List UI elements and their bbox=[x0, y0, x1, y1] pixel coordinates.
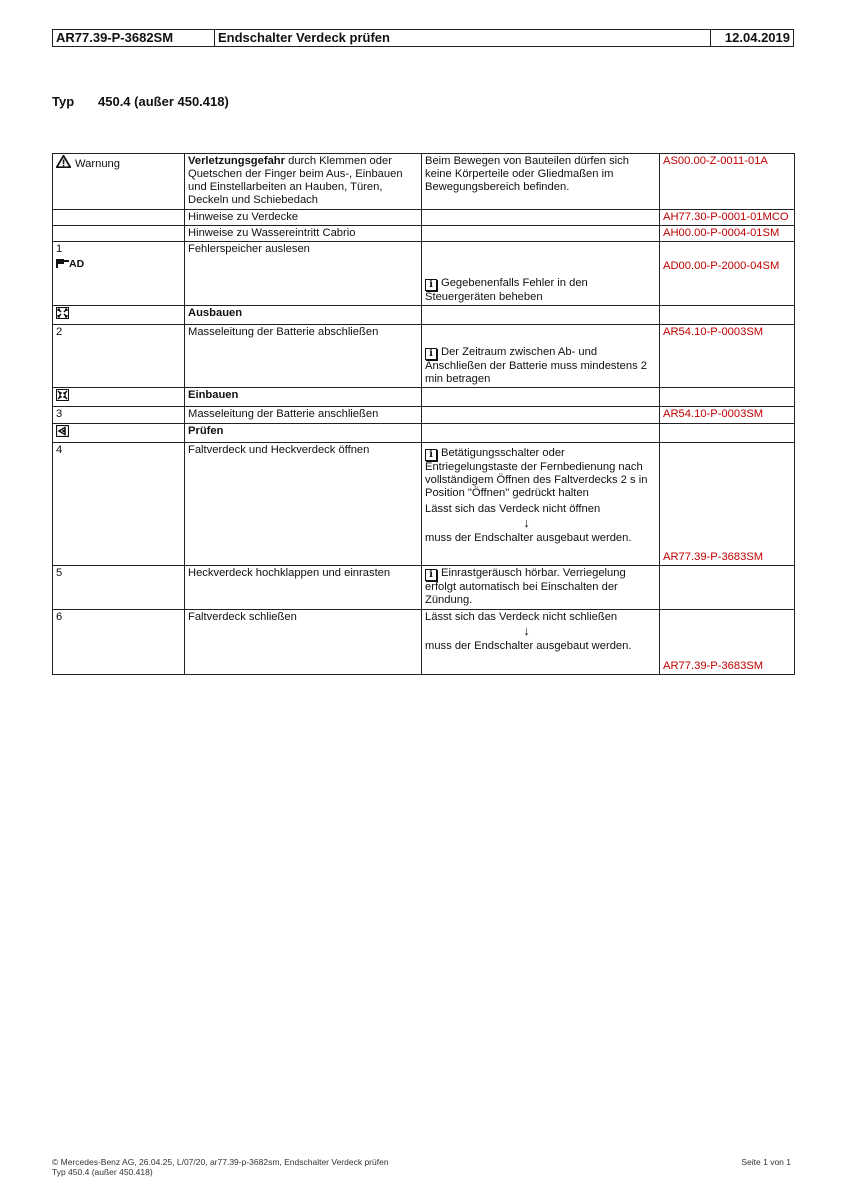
hint1-text: Hinweise zu Verdecke bbox=[185, 210, 422, 226]
table-row-step1 bbox=[53, 242, 795, 306]
arrow-down-icon: ↓ bbox=[523, 623, 530, 638]
info-icon: i bbox=[425, 279, 437, 291]
check-icon bbox=[56, 425, 69, 437]
step6-text: Faltverdeck schließen bbox=[185, 610, 422, 675]
step5-number: 5 bbox=[53, 566, 185, 610]
type-label: Typ bbox=[52, 94, 75, 109]
diagnosis-tool-icon bbox=[56, 258, 69, 268]
step2-number: 2 bbox=[53, 325, 185, 388]
step5-note: Einrastgeräusch hörbar. Verriegelung erfolgt automatisch bei Einschalten der Zündung. bbox=[425, 567, 626, 606]
footer-type: Typ 450.4 (außer 450.418) bbox=[52, 1167, 153, 1177]
step6-result: muss der Endschalter ausgebaut werden. bbox=[425, 640, 632, 652]
doc-date: 12.04.2019 bbox=[724, 30, 790, 45]
table-row-hint1 bbox=[53, 210, 795, 226]
step2-note: Der Zeitraum zwischen Ab- und Anschließen der Batterie muss mindestens 2 min betragen bbox=[425, 346, 647, 385]
step4-condition: Lässt sich das Verdeck nicht öffnen bbox=[425, 503, 601, 515]
info-icon: i bbox=[425, 569, 437, 581]
step2-ref-link[interactable]: AR54.10-P-0003SM bbox=[663, 326, 764, 338]
footer bbox=[52, 1157, 389, 1177]
step6-condition: Lässt sich das Verdeck nicht schließen bbox=[425, 611, 618, 623]
table-row-step5 bbox=[53, 566, 795, 610]
step2-text: Masseleitung der Batterie abschließen bbox=[185, 325, 422, 388]
doc-title: Endschalter Verdeck prüfen bbox=[215, 30, 711, 46]
table-row-step4 bbox=[53, 443, 795, 566]
section-check-label: Prüfen bbox=[185, 424, 422, 443]
section-install-label: Einbauen bbox=[185, 388, 422, 407]
section-remove-label: Ausbauen bbox=[185, 306, 422, 325]
step4-note: Betätigungsschalter oder Entriegelungstaste der Fernbedienung nach vollständigem Öffnen des Faltverdecks 2 s in Position "Öffnen" gedrückt halten bbox=[425, 447, 648, 499]
step3-text: Masseleitung der Batterie anschließen bbox=[185, 407, 422, 424]
info-icon: i bbox=[425, 449, 437, 461]
table-row-section-remove bbox=[53, 306, 795, 325]
page-number: Seite 1 von 1 bbox=[741, 1157, 791, 1167]
step4-number: 4 bbox=[53, 443, 185, 566]
step1-note: Gegebenenfalls Fehler in den Steuergeräten beheben bbox=[425, 277, 588, 303]
install-icon bbox=[56, 389, 69, 401]
hint1-ref-link[interactable]: AH77.30-P-0001-01MCO bbox=[663, 211, 789, 223]
step6-ref-link[interactable]: AR77.39-P-3683SM bbox=[663, 660, 764, 672]
document-header bbox=[52, 29, 794, 47]
step1-tool-label: AD bbox=[69, 258, 85, 270]
warning-ref-link[interactable]: AS00.00-Z-0011-01A bbox=[663, 155, 768, 167]
table-row-warning bbox=[53, 154, 795, 210]
warning-title: Verletzungsgefahr bbox=[188, 155, 285, 167]
step4-ref-link[interactable]: AR77.39-P-3683SM bbox=[663, 551, 764, 563]
step1-ref-link[interactable]: AD00.00-P-2000-04SM bbox=[663, 260, 780, 272]
step3-ref-link[interactable]: AR54.10-P-0003SM bbox=[663, 408, 764, 420]
doc-id: AR77.39-P-3682SM bbox=[53, 30, 215, 46]
table-row-step6 bbox=[53, 610, 795, 675]
warning-note: Beim Bewegen von Bauteilen dürfen sich keine Körperteile oder Gliedmaßen im Bewegungsbereich befinden. bbox=[422, 154, 660, 210]
table-row-step2 bbox=[53, 325, 795, 388]
step1-number: 1 bbox=[56, 243, 63, 255]
step4-result: muss der Endschalter ausgebaut werden. bbox=[425, 532, 632, 544]
procedure-table bbox=[52, 153, 795, 675]
table-row-hint2 bbox=[53, 226, 795, 242]
step6-number: 6 bbox=[53, 610, 185, 675]
table-row-section-check bbox=[53, 424, 795, 443]
type-line bbox=[52, 94, 229, 109]
warning-triangle-icon bbox=[56, 155, 71, 168]
type-value: 450.4 (außer 450.418) bbox=[98, 94, 229, 109]
step5-text: Heckverdeck hochklappen und einrasten bbox=[185, 566, 422, 610]
arrow-down-icon: ↓ bbox=[523, 515, 530, 530]
footer-copyright: © Mercedes-Benz AG, 26.04.25, L/07/20, ar77.39-p-3682sm, Endschalter Verdeck prüfen bbox=[52, 1157, 389, 1167]
warning-text: durch Klemmen oder Quetschen der Finger beim Aus-, Einbauen und Einstellarbeiten an Hauben, Türen, Deckeln und Schiebedach bbox=[188, 155, 403, 206]
step1-text: Fehlerspeicher auslesen bbox=[185, 242, 422, 306]
step3-number: 3 bbox=[53, 407, 185, 424]
table-row-step3 bbox=[53, 407, 795, 424]
remove-icon bbox=[56, 307, 69, 319]
warning-label: Warnung bbox=[75, 158, 120, 170]
info-icon: i bbox=[425, 348, 437, 360]
step4-text: Faltverdeck und Heckverdeck öffnen bbox=[185, 443, 422, 566]
hint2-ref-link[interactable]: AH00.00-P-0004-01SM bbox=[663, 227, 780, 239]
hint2-text: Hinweise zu Wassereintritt Cabrio bbox=[185, 226, 422, 242]
table-row-section-install bbox=[53, 388, 795, 407]
